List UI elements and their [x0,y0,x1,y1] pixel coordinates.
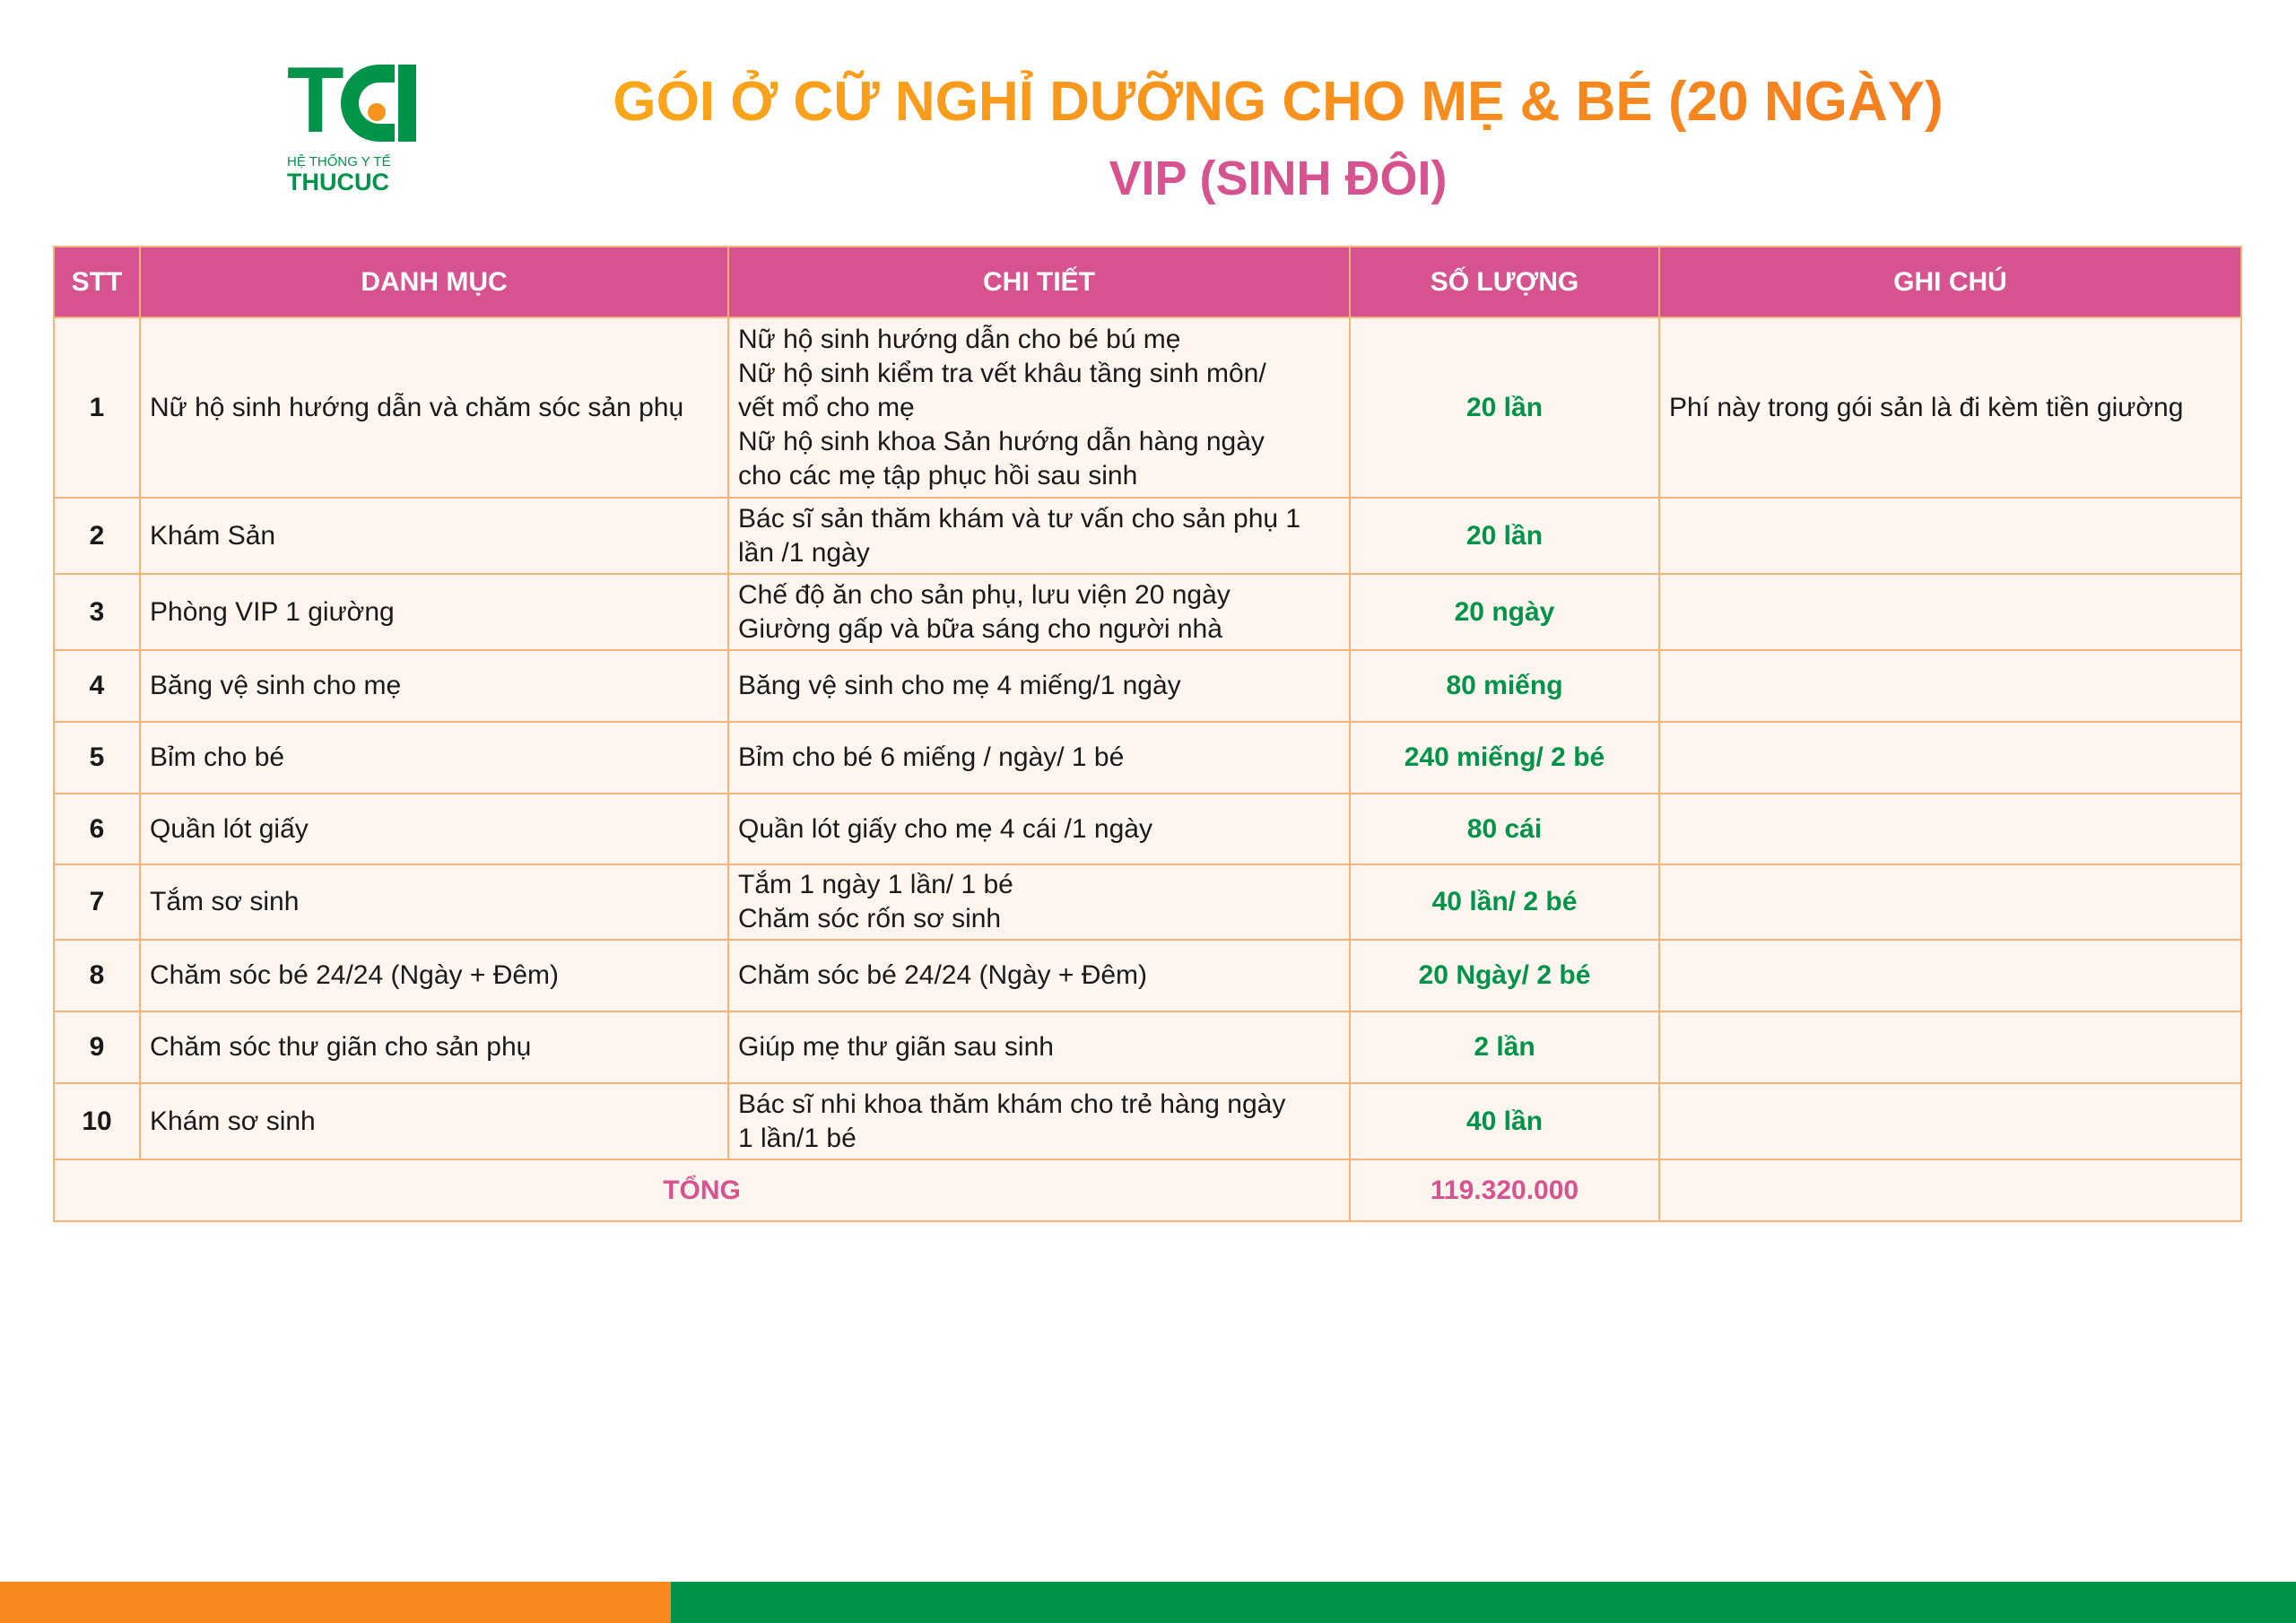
footer-bar-green [671,1582,2296,1623]
table-row [54,940,2241,1011]
row-note [1659,722,2241,794]
row-stt: 2 [54,498,140,574]
detail-line: cho các mẹ tập phục hồi sau sinh [738,460,1138,490]
row-quantity: 20 ngày [1350,574,1659,650]
row-category: Quần lót giấy [140,794,728,864]
row-detail [728,722,1350,794]
detail-line: Nữ hộ sinh khoa Sản hướng dẫn hàng ngày [738,426,1265,456]
detail-line: 1 lần/1 bé [738,1123,857,1153]
row-quantity: 20 Ngày/ 2 bé [1350,940,1659,1011]
detail-line: Băng vệ sinh cho mẹ 4 miếng/1 ngày [738,671,1181,700]
row-note [1659,794,2241,864]
total-note [1659,1159,2241,1221]
detail-line: lần /1 ngày [738,537,870,568]
row-note: Phí này trong gói sản là đi kèm tiền giường [1659,317,2241,498]
row-category: Tắm sơ sinh [140,864,728,940]
detail-line: Bỉm cho bé 6 miếng / ngày/ 1 bé [738,742,1125,772]
row-detail [728,574,1350,650]
header-quantity: SỐ LƯỢNG [1350,247,1659,317]
row-detail [728,940,1350,1011]
row-stt: 1 [54,317,140,498]
row-detail [728,650,1350,722]
table-row [54,1083,2241,1159]
row-detail [728,1011,1350,1083]
logo-mark: T [287,59,417,142]
detail-line: Tắm 1 ngày 1 lần/ 1 bé [738,870,1013,899]
package-table [53,246,2242,1222]
table-row [54,498,2241,574]
row-detail [728,317,1350,498]
total-row [54,1159,2241,1221]
row-stt: 7 [54,864,140,940]
detail-line: Bác sĩ sản thăm khám và tư vấn cho sản phụ 1 [738,503,1301,534]
row-category: Khám Sản [140,498,728,574]
row-stt: 8 [54,940,140,1011]
table-header [54,247,2241,317]
detail-line: Chăm sóc rốn sơ sinh [738,904,1002,933]
header-category: DANH MỤC [140,247,728,317]
page-subtitle: VIP (SINH ĐÔI) [1109,152,1448,205]
detail-line: Giúp mẹ thư giãn sau sinh [738,1032,1054,1062]
detail-line: Bác sĩ nhi khoa thăm khám cho trẻ hàng ngày [738,1089,1286,1119]
page-title: GÓI Ở CỮ NGHỈ DƯỠNG CHO MẸ & BÉ (20 NGÀY) [502,70,2054,134]
row-quantity: 40 lần [1350,1083,1659,1159]
row-stt: 10 [54,1083,140,1159]
table-row [54,864,2241,940]
table-row [54,574,2241,650]
row-category: Chăm sóc bé 24/24 (Ngày + Đêm) [140,940,728,1011]
table-row [54,794,2241,864]
row-stt: 4 [54,650,140,722]
row-quantity: 2 lần [1350,1011,1659,1083]
header-note: GHI CHÚ [1659,247,2241,317]
row-note [1659,1083,2241,1159]
header-detail: CHI TIẾT [728,247,1350,317]
row-stt: 9 [54,1011,140,1083]
thucuc-logo [287,48,417,195]
row-category: Chăm sóc thư giãn cho sản phụ [140,1011,728,1083]
detail-line: Nữ hộ sinh hướng dẫn cho bé bú mẹ [738,324,1181,354]
row-note [1659,864,2241,940]
row-quantity: 40 lần/ 2 bé [1350,864,1659,940]
detail-line: Chế độ ăn cho sản phụ, lưu viện 20 ngày [738,579,1231,610]
row-detail [728,864,1350,940]
row-stt: 3 [54,574,140,650]
row-quantity: 20 lần [1350,498,1659,574]
row-category: Băng vệ sinh cho mẹ [140,650,728,722]
row-note [1659,650,2241,722]
row-quantity: 20 lần [1350,317,1659,498]
table-row [54,722,2241,794]
detail-line: Nữ hộ sinh kiểm tra vết khâu tầng sinh môn/ [738,358,1266,388]
row-category: Bỉm cho bé [140,722,728,794]
row-detail [728,794,1350,864]
row-note [1659,1011,2241,1083]
row-quantity: 240 miếng/ 2 bé [1350,722,1659,794]
row-category: Khám sơ sinh [140,1083,728,1159]
logo-brand: THUCUC [287,169,389,195]
total-value: 119.320.000 [1350,1159,1659,1221]
footer-bar-orange [0,1582,671,1623]
row-quantity: 80 miếng [1350,650,1659,722]
logo-tagline: HỆ THỐNG Y TẾ [287,154,391,169]
row-quantity: 80 cái [1350,794,1659,864]
table-row [54,1011,2241,1083]
row-stt: 5 [54,722,140,794]
detail-line: Quần lót giấy cho mẹ 4 cái /1 ngày [738,813,1152,844]
total-label: TỔNG [54,1159,1350,1221]
row-stt: 6 [54,794,140,864]
table-row [54,650,2241,722]
row-note [1659,498,2241,574]
row-category: Nữ hộ sinh hướng dẫn và chăm sóc sản phụ [140,317,728,498]
detail-line: vết mổ cho mẹ [738,392,915,422]
detail-line: Chăm sóc bé 24/24 (Ngày + Đêm) [738,960,1148,990]
table-row [54,317,2241,498]
detail-line: Giường gấp và bữa sáng cho người nhà [738,613,1222,644]
header-stt: STT [54,247,140,317]
row-note [1659,940,2241,1011]
row-detail [728,1083,1350,1159]
row-note [1659,574,2241,650]
row-category: Phòng VIP 1 giường [140,574,728,650]
row-detail [728,498,1350,574]
